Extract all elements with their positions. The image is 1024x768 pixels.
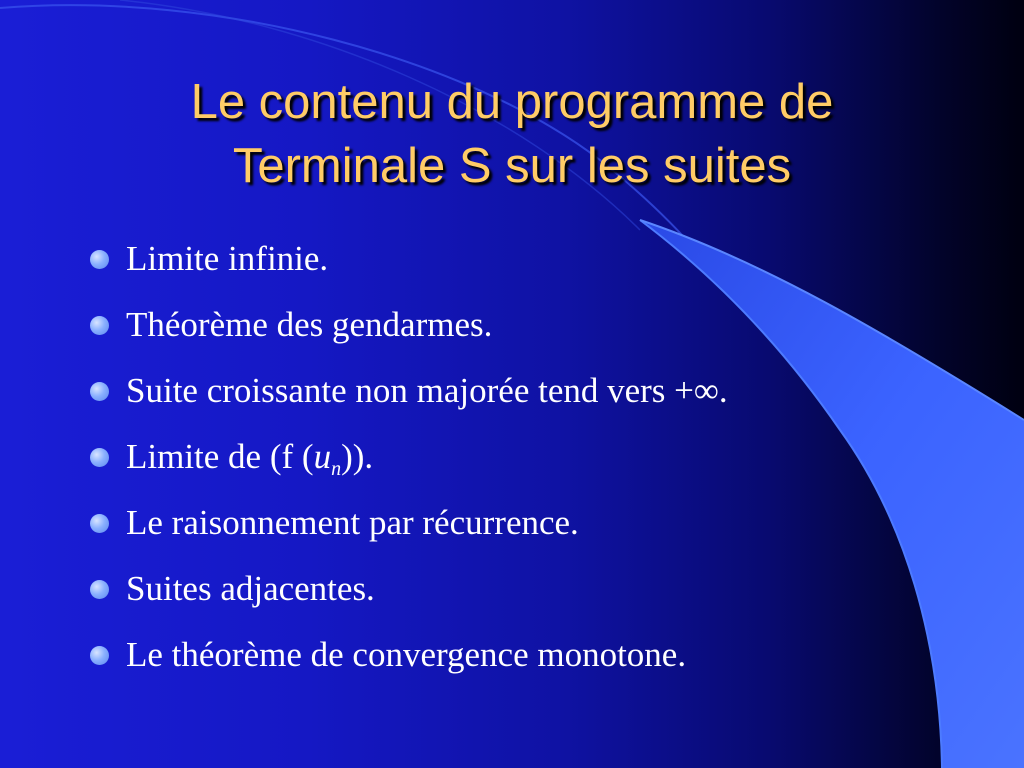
bullet-item [88, 432, 948, 498]
bullet-text-suffix: )). [341, 437, 374, 476]
bullet-icon [90, 514, 109, 533]
bullet-text: Limite infinie. [126, 239, 329, 278]
bullet-icon [90, 316, 109, 335]
slide-title-line-2: Terminale S sur les suites [232, 139, 792, 193]
bullet-item [88, 564, 948, 630]
bullet-icon [90, 448, 109, 467]
bullet-item [88, 630, 948, 696]
slide-title-line-1: Le contenu du programme de [190, 75, 834, 129]
bullet-item [88, 366, 948, 432]
bullet-text: Théorème des gendarmes. [126, 305, 493, 344]
bullet-item [88, 234, 948, 300]
slide-title [60, 70, 964, 198]
bullet-text: Le raisonnement par récurrence. [126, 503, 579, 542]
bullet-item [88, 300, 948, 366]
bullet-icon [90, 646, 109, 665]
bullet-list [88, 234, 948, 696]
bullet-text: Le théorème de convergence monotone. [126, 635, 687, 674]
bullet-text: Suites adjacentes. [126, 569, 375, 608]
bullet-item [88, 498, 948, 564]
bullet-icon [90, 250, 109, 269]
math-subscript: n [331, 458, 342, 480]
bullet-icon [90, 580, 109, 599]
bullet-text: Suite croissante non majorée tend vers +∞. [126, 371, 728, 410]
math-variable: u [313, 437, 332, 476]
bullet-text-prefix: Limite de (f ( [126, 437, 314, 476]
bullet-icon [90, 382, 109, 401]
